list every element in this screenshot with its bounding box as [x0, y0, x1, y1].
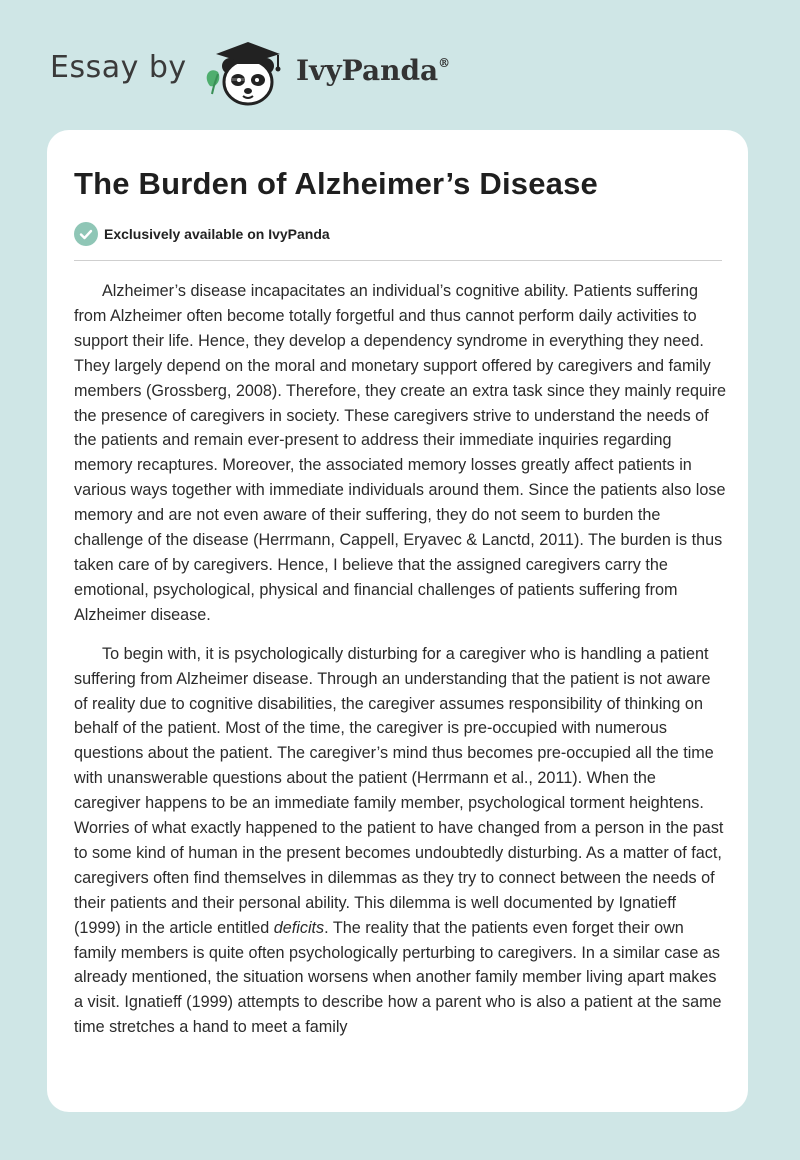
exclusive-badge-text: Exclusively available on IvyPanda: [104, 226, 330, 242]
registered-mark: ®: [438, 56, 451, 70]
exclusive-badge: [74, 222, 330, 246]
paragraph-1: Alzheimer’s disease incapacitates an individual’s cognitive ability. Patients suffering from Alzheimer often become totally forgetful and thus cannot perform daily activities to support their life. Hence, they develop a dependency syndrome in everything they need. They largely depend on the moral and monetary support offered by caregivers and family members (Grossberg, 2008). Therefore, they create an extra task since they mainly require the presence of caregivers in society. These caregivers strive to understand the needs of the patients and remain ever-present to address their immediate inquiries regarding memory recaptures. Moreover, the associated memory losses greatly affect patients in various ways together with immediate individuals around them. Since the patients also lose memory and are not even aware of their suffering, they do not seem to burden the challenge of the disease (Herrmann, Cappell, Eryavec & Lanctd, 2011). The burden is thus taken care of by caregivers. Hence, I believe that the assigned caregivers carry the emotional, psychological, physical and financial challenges of patients suffering from Alzheimer disease.: [74, 282, 726, 624]
paragraph-2-emphasis: deficits: [273, 918, 325, 937]
brand-name[interactable]: [296, 54, 450, 87]
paragraph-2-text-after: . The reality that the patients even forget their own family members is quite often psychologically perturbing to caregivers. In a similar case as already mentioned, the situation worsens when another family member living apart makes a visit. Ignatieff (1999) attempts to describe how a parent who is also a patient at the same time stretches a hand to meet a family: [74, 918, 722, 1037]
essay-card: [47, 130, 748, 1112]
essay-by-label: Essay by: [50, 50, 187, 85]
check-circle-icon: [74, 222, 98, 246]
brand-name-text: IvyPanda: [296, 54, 439, 87]
paragraph-2-text-before: To begin with, it is psychologically disturbing for a caregiver who is handling a patient suffering from Alzheimer disease. Through an understanding that the patient is not aware of reality due to cognitive disabilities, the caregiver assumes responsibility of thinking on behalf of the patient. Most of the time, the caregiver is pre-occupied with numerous questions about the patient. The caregiver’s mind thus becomes pre-occupied all the time with unanswerable questions about the patient (Herrmann et al., 2011). When the caregiver happens to be an immediate family member, psychological torment heightens. Worries of what exactly happened to the patient to have changed from a person in the past to some kind of human in the present becomes undoubtedly disturbing. As a matter of fact, caregivers often find themselves in dilemmas as they try to connect between the needs of their patients and their personal ability. This dilemma is well documented by Ignatieff (1999) in the article entitled: [74, 644, 724, 937]
paragraph-2: [74, 642, 726, 1041]
essay-body: [74, 279, 726, 1054]
site-header: [0, 0, 800, 130]
essay-title: The Burden of Alzheimer’s Disease: [74, 166, 598, 201]
title-divider: [74, 260, 722, 261]
panda-logo-icon[interactable]: [200, 36, 292, 108]
